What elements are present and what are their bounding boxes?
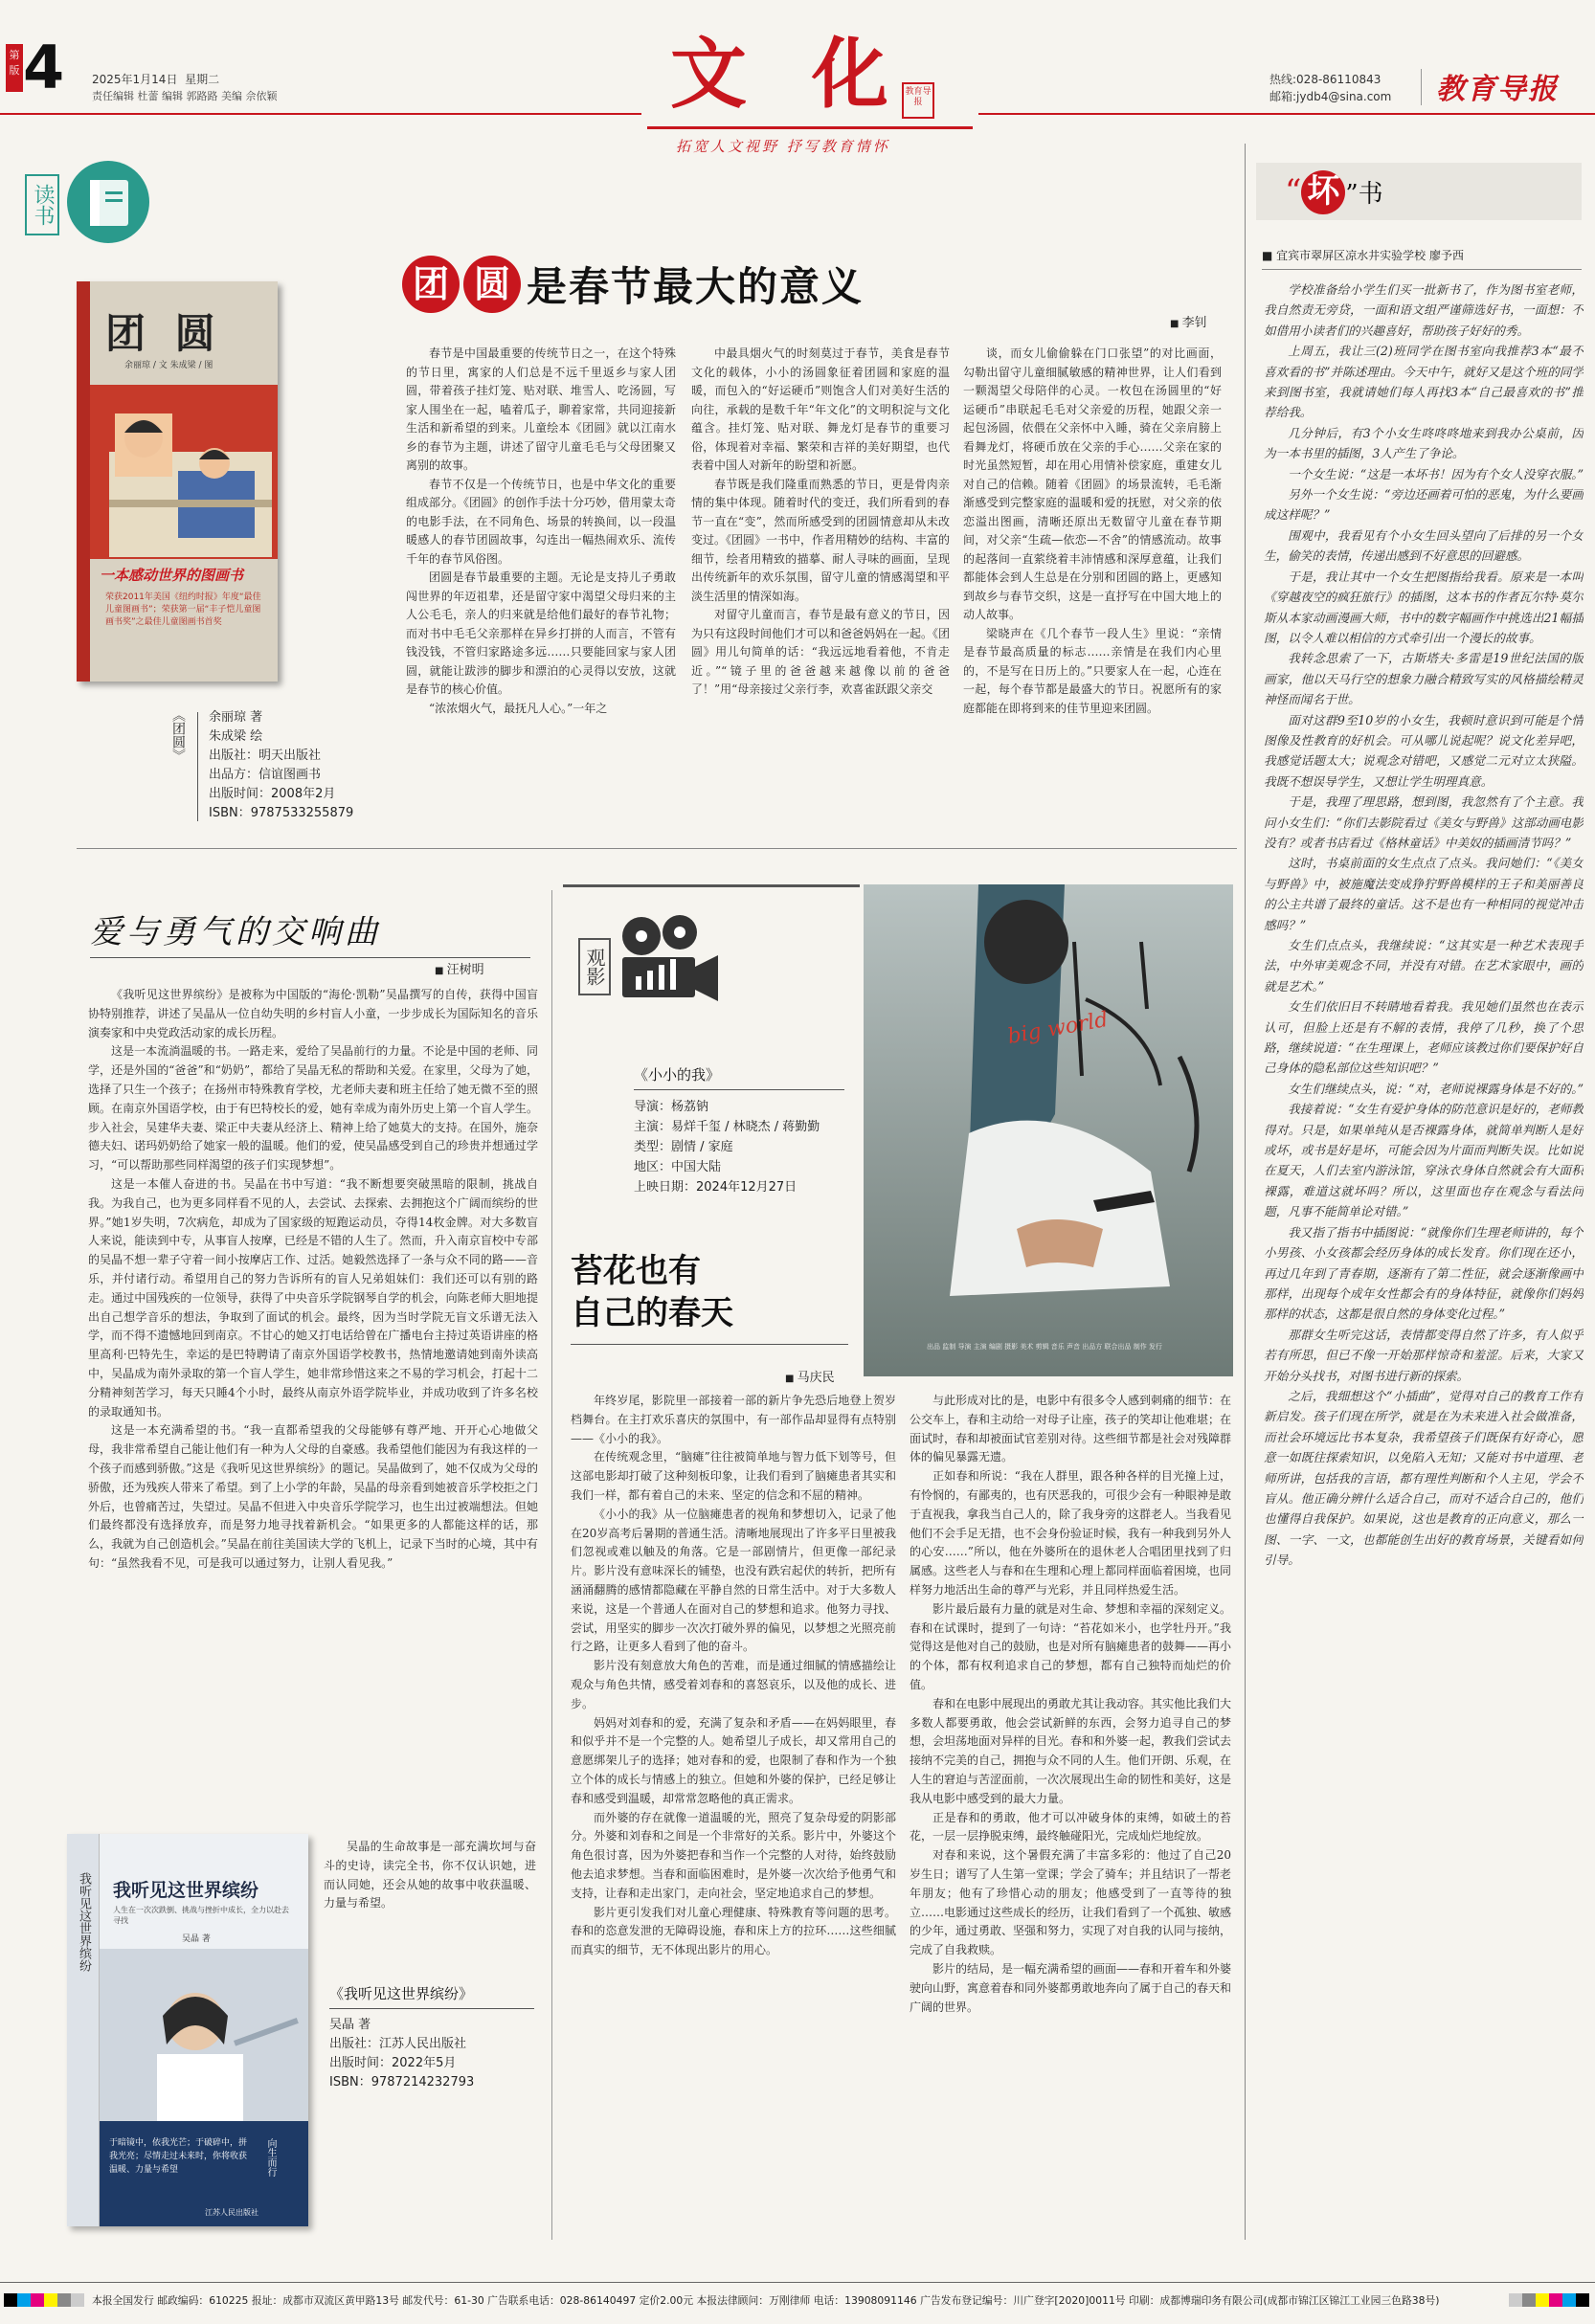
paragraph: 那群女生听完这话，表情都变得自然了许多，有人似乎若有所思，但已不像一开始那样惊奇和羞涩。后来，大家又开始分头找书，对图书进行新的探索。 [1264,1327,1584,1383]
section-rule [77,848,1237,849]
paragraph: 我转念思索了一下，古斯塔夫·多雷是19世纪法国的版画家，他以天马行空的想象力融合精致写实的风格描绘精灵神怪而闻名于世。 [1264,651,1584,707]
paragraph: 吴晶的生命故事是一部充满坎坷与奋斗的史诗，读完全书，你不仅认识她，进而认同她，还会从她的故事中收获温暖、力量与希望。 [324,1840,536,1911]
poster-text: big world [1005,1007,1111,1050]
side-title-right: ”书 [1345,180,1383,209]
article2-body [88,986,538,1828]
paragraph: 一个女生说：“这是一本坏书！因为有个女人没穿衣服。” [1288,466,1584,481]
paragraph: 这是一本流淌温暖的书。一路走来，爱给了吴晶前行的力量。不论是中国的老师、同学，还是外国的“爸爸”和“奶奶”，都给了吴晶无私的帮助和关爱。在家里，父母为了她，选择了只生一个孩子；在扬州市特殊教育学校，尤老师夫妻和班主任给了她无微不至的照顾。在南京外国语学校，由于有巴特校长的爱，她有幸成为南外历史上第一个盲人学生。步入社会，吴建华夫妻、梁正中夫妻从经济上、精神上给了她莫大的支持。在国外，施奈德夫妇、诺玛奶奶给了她家一般的温暖。他们的爱，使吴晶感受到自己的珍贵并想通过学习，“可以帮助那些同样渴望的孩子们实现梦想”。 [88,1044,538,1173]
paragraph: 于是，我让其中一个女生把图指给我看。原来是一本叫《穿越夜空的疯狂旅行》的插图，这本书的作者瓦尔特·莫尔斯从本家动画漫画大师，书中的数字幅画作中挑选出21幅插图，以令人难以相信的方式牵引出一个漫长的故事。 [1264,569,1584,645]
article2-closing [324,1838,536,1933]
paragraph: 我又指了指书中插图说：“就像你们生理老师讲的，每个小男孩、小女孩都会经历身体的成长发育。你们现在还小，再过几年到了青春期，逐渐有了第二性征，就会逐渐像画中那样，出现每个成年女性都会有的身体特征，就像你们妈妈那样的状态，这都是很自然的身体变化过程。” [1264,1224,1584,1322]
hotline-label: 热线: [1269,73,1297,86]
page-sub: 版 [9,64,20,77]
color-swatch [71,2293,84,2307]
side-title-left: “ [1285,172,1302,211]
cover-author: 吴晶 著 [182,1934,211,1944]
book1-info-line: ISBN：9787533255879 [209,806,354,820]
cover-spine-text: 我听见这世界缤纷 [77,1872,91,1972]
hotline: 028-86110843 [1296,73,1382,86]
film-article-col2 [910,1392,1231,2244]
slogan: 拓宽人文视野 抒写教育情怀 [676,138,890,155]
film-detail-line: 上映日期：2024年12月27日 [634,1180,798,1195]
film-article-title [571,1250,733,1334]
main-article-col2 [691,345,950,833]
paragraph: 这时，书桌前面的女生点点了点头。我问她们：“《美女与野兽》中，被施魔法变成狰狞野兽模样的王子和美丽善良的公主共谱了最终的童话。这不是也有一种相同的视觉冲击感吗？” [1264,856,1584,932]
paragraph: 《我听见这世界缤纷》是被称为中国版的“海伦·凯勒”吴晶撰写的自传，获得中国盲协特别推荐，讲述了吴晶从一位自幼失明的乡村盲人小童，一步步成长为国际知名的音乐演奏家和中央党政活动家的成长历程。 [88,988,538,1039]
read-badge-label: 读书 [31,184,55,226]
book1-info-line: 出版社：明天出版社 [209,749,322,763]
paragraph: 上周五，我让三(2)班同学在图书室向我推荐3本“最不喜欢看的书”并陈述理由。今天中午，就好又是这个班的同学来到图书室，我就请她们每人再找3本“自己最喜欢的书”推荐给我。 [1264,344,1584,420]
cover-title: 团 圆 [105,310,223,357]
main-article-col1 [406,345,676,833]
paragraph: 于是，我理了理思路，想到图，我忽然有了个主意。我问小女生们：“你们去影院看过《美女与野兽》这部动画电影没有？或者书店看过《格林童话》中美奴的插画清节吗？” [1264,794,1584,850]
title-text: 是春节最大的意义 [527,263,865,310]
paragraph: 春节不仅是一个传统节日，也是中华文化的重要组成部分。《团圆》的创作手法十分巧妙，借用蒙太奇的电影手法，在不同角色、场景的转换间，以一段温暖感人的春节团圆故事，勾连出一幅热闹欢乐、流传千年的春节风俗图。 [406,477,676,566]
paragraph: 学校准备给小学生们买一批新书了，作为图书室老师，我自然责无旁贷，一面和语文组严谨筛选好书，一面想：不如借用小读者们的兴趣喜好，帮助孩子好好的秀。 [1264,282,1584,338]
color-swatch [31,2293,44,2307]
paragraph: 与此形成对比的是，电影中有很多令人感到刺痛的细节：在公交车上，春和主动给一对母子让座，孩子的笑却让他难堪；在面试时，春和却被面试官差别对待。这些细节都是社会对残障群体的偏见暴露无遗。 [910,1394,1231,1464]
seal-text: 教育导报 [905,87,932,107]
color-swatch [17,2293,31,2307]
page-number-badge [6,44,23,92]
book-cover-world [67,1834,308,2226]
page-label: 第 [9,49,20,61]
film-title-line-2: 自己的春天 [571,1294,733,1332]
film-camera-icon [613,909,728,1015]
paragraph: 团圆是春节最重要的主题。无论是支持儿子勇敢闯世界的年迈祖辈，还是留守家中渴望父母归来的主人公毛毛，亲人的归来就是给他们最好的春节礼物；而对书中毛毛父亲那样在异乡打拼的人而言，不管有钱没钱，不管归家路途多远……只要能回家与家人团圆，就能让跋涉的脚步和漂泊的心灵得以安放，这就是春节的核心价值。 [406,570,676,696]
sidebar-divider [1245,144,1246,2240]
main-article-title [402,253,864,316]
cover-photo [100,1949,308,2121]
paragraph: 这是一本催人奋进的书。吴晶在书中写道：“我不断想要突破黑暗的限制，挑战自我。为我自己，也为更多同样看不见的人，去尝试、去探索、去拥抱这个广阔而缤纷的世界。”她1岁失明，7次病危，却成为了国家级的短跑运动员，夺得14枚金牌。对大多数盲人来说，能读到中专，从事盲人按摩，已经是不错的人生了。然而，升入南京盲校中专部的吴晶不想一辈子守着一间小按摩店工作、过活。她毅然选择了一条与众不同的路——音乐，并付诸行动。希望用自己的努力告诉所有的盲人兄弟姐妹们：我们还可以有别的路走。通过中国残疾的一位领导，获得了中央音乐学院钢琴自学的机会，向陈老师大胆地提出自己想学音乐的想法，争取到了面试的机会。最终，因为当时学院无盲文乐谱无法入学，而不得不遗憾地回到南京。不甘心的她又打电话给曾在广播电台主持过英语讲座的格里高利·巴特先生，幸运的是巴特聘请了南京外国语学校教书，热情地邀请她到南外读高中，吴晶成为南外录取的第一个盲人学生，她非常珍惜这来之不易的学习机会，打起十二分精神刻苦学习，每天只睡4个小时，最终从南京外语学院毕业，并成功收到了许多名校的录取通知书。 [88,1176,538,1419]
film-article-col1 [571,1392,896,2244]
editors: 责任编辑 杜蕾 编辑 郭路路 美编 佘依颖 [92,90,278,102]
article2-title: 爱与勇气的交响曲 [90,913,381,951]
film-author: ■ 马庆民 [785,1367,835,1385]
color-swatch [1549,2293,1562,2307]
book-cover-tuanyuan [77,281,278,682]
side-title [1285,170,1383,215]
paragraph: 春节既是我们隆重而熟悉的节日，更是骨肉亲情的集中体现。随着时代的变迁，我们所看到的春节一直在“变”，然而所感受到的团圆情意却从未改变过。《团圆》一书中，作者用精妙的结构、丰富的细节，绘者用精致的描摹、耐人寻味的画面，呈现出传统新年的欢乐氛围，留守儿童的情感渴望和平淡生活里的情深如海。 [691,477,950,603]
paragraph: 对春和来说，这个暑假充满了丰富多彩的：他过了自己20岁生日；谱写了人生第一堂课；学会了骑车；并且结识了一帮老年朋友；他有了珍惜心动的朋友；他感受到了一直等待的独立……电影通过这些成长的经历，让我们看到了一个孤独、敏感的少年，通过勇敢、坚强和努力，实现了对自我的认同与接纳，完成了自我救赎。 [910,1848,1231,1957]
section-underline [647,126,973,129]
book1-info-line: 朱成梁 绘 [209,729,263,744]
contact [1269,71,1391,105]
paragraph: 影片最后最有力量的就是对生命、梦想和幸福的深刻定义。春和在试课时，提到了一句诗：“苔花如米小，也学牡丹开。”我觉得这是他对自己的鼓励，也是对所有脑瘫患者的鼓舞——再小的个体，都有权利追求自己的梦想，都有自己独特而灿烂的价值。 [910,1601,1231,1691]
masthead: 教育导报 [1436,73,1559,106]
cover-authors: 余丽琼 / 文 朱成梁 / 图 [124,361,213,370]
book2-info-line: ISBN：9787214232793 [329,2075,475,2089]
paragraph: 这是一本充满希望的书。“我一直都希望我的父母能够有尊严地、开开心心地做父母，我非常希望自己能让他们有一种为人父母的自豪感。我希望他们能因为有我这样的一个孩子而感到骄傲。”这是《我听见这世界缤纷》的题记。吴晶做到了，她不仅成为父母的骄傲，还为残疾人带来了希望。到了上小学的年龄，吴晶的母亲看到她被音乐学校拒之门外后，也曾痛苦过，失望过。吴晶不但进入中央音乐学院学习，也生出过被端想法。但她们最终都没有选择放弃，而是努力地寻找着新机会。“如果更多的人都能这样的话，那么，我就为自己创造机会。”吴晶在前往美国读大学的飞机上，记录下当时的心境，其中有句：“虽然我看不见，可是我可以通过努力，让别人看见我。” [88,1423,538,1570]
film-title-line-1: 苔花也有 [571,1252,701,1290]
color-bar-right [1509,2293,1589,2307]
paragraph: 影片更引发我们对儿童心理健康、特殊教育等问题的思考。春和的恣意发泄的无障碍设施，春和床上方的拉环……这些细腻而真实的细节，无不体现出影片的用心。 [571,1905,896,1957]
paragraph: 在传统观念里，“脑瘫”往往被简单地与智力低下划等号，但这部电影却打破了这种刻板印象，让我们看到了脑瘫患者其实和我们一样，都有着自己的未来、坚定的信念和不屈的精神。 [571,1450,896,1502]
side-title-char: 坏 [1301,170,1345,214]
book2-info-line: 出版社：江苏人民出版社 [329,2037,467,2051]
paragraph: 妈妈对刘春和的爱，充满了复杂和矛盾——在妈妈眼里，春和似乎并不是一个完整的人。她希望儿子成长，却又常用自己的意愿绑架儿子的选择；她对春和的爱，也限制了春和作为一个独立个体的成长与情感上的独立。但她和外婆的保护，已经足够让春和感受到温暖，却常常忽略他的真正需求。 [571,1715,896,1805]
weekday: 星期二 [185,73,220,86]
paragraph: 年终岁尾，影院里一部接着一部的新片争先恐后地登上贺岁档舞台。在主打欢乐喜庆的氛围中，有一部作品却显得有点特别——《小小的我》。 [571,1394,896,1445]
side-title-box [1256,163,1582,220]
color-swatch [1576,2293,1589,2307]
article2-author: ■ 汪树明 [435,959,484,977]
poster-cast: 出品 监制 导演 主演 编剧 摄影 美术 剪辑 音乐 声音 出品方 联合出品 制作 发行 [927,1343,1162,1351]
film-detail-line: 地区：中国大陆 [634,1160,722,1174]
film-title: 《小小的我》 [634,1066,721,1084]
header-rule-left [0,113,641,115]
issue-date [92,71,219,87]
cover-note: 荣获2011年美国《纽约时报》年度“最佳儿童图画书”；荣获第一届“丰子恺儿童图画书奖”之最佳儿童图画书首奖 [105,592,261,627]
email: jydb4@sina.com [1296,90,1392,103]
paragraph: 另外一个女生说：“旁边还画着可怕的恶鬼，为什么要画成这样呢？” [1264,487,1584,523]
color-swatch [57,2293,71,2307]
book1-info-line: 出版时间：2008年2月 [209,787,336,801]
book2-info-title: 《我听见这世界缤纷》 [329,1985,474,2002]
section-seal [902,82,934,119]
film-badge [578,938,611,995]
main-article-author: ■ 李钊 [1170,312,1207,330]
cover-spine [77,281,90,682]
film-badge-label: 观影 [583,948,606,986]
title-circle-1: 团 [402,256,460,313]
side-author-line [1262,247,1582,270]
book1-divider [197,712,198,821]
book1-info-line: 出品方：信谊图画书 [209,768,322,782]
paragraph: 谈，而女儿偷偷躲在门口张望”的对比画面，勾勒出留守儿童细腻敏感的精神世界，让人们看到一颗渴望父母陪伴的心灵。一枚包在汤圆里的“好运硬币”串联起毛毛对父亲爱的历程，她跟父亲一起包汤圆，依偎在父亲怀中入睡，骑在父亲肩膀上看舞龙灯，将硬币放在父亲的手心……父亲在家的时光虽然短暂，却在用心用情补偿家庭，重建女儿对自己的信赖。随着《团圆》的场景流转，毛毛渐渐感受到完整家庭的温暖和爱的抚慰，对父亲的依恋溢出图画，清晰还原出无数留守儿童在春节期间，对父亲“生疏—依恋—不舍”的情感流动。故事的起落间一直萦绕着丰沛情感和深厚意蕴，让我们都能体会到人生总是在分别和团圆的路上，更感知到故乡与春节交织，这是一直抒写在中国大地上的动人故事。 [963,346,1222,621]
paragraph: “浓浓烟火气，最抚凡人心。”一年之 [429,701,608,715]
book2-info-rule [329,2008,534,2009]
film-title-rule [634,1089,844,1090]
cover-quote: 于暗镜中，依我光芒；于破碎中，拼我光亮；尽情走过未来时，你将收获温暖、力量与希望 [109,2138,248,2175]
cover-publisher: 江苏人民出版社 [205,2208,258,2217]
paragraph: 女生们依旧目不转睛地看着我。我见她们虽然也在表示认可，但脸上还是有不解的表情，我停了几秒，换了个思路，继续说道：“在生理课上，老师应该教过你们要保护好自己身体的隐私部位这些知识吧？” [1264,999,1584,1076]
paragraph: 我接着说：“女生有爱护身体的防范意识是好的，老师教得对。只是，如果单纯从是否裸露身体，就简单判断人是好或坏，或书是好是坏，可能会因为片面而判断失误。比如说在夏天，人们去室内游泳馆，穿泳衣身体自然就会有大面积裸露，难道这就坏吗？所以，这里面也存在观念与看法问题，凡事不能简单论对错。” [1264,1102,1584,1219]
cover-band: 一本感动世界的图画书 [100,567,244,584]
film-detail-line: 导演：杨荔钠 [634,1100,709,1114]
color-swatch [44,2293,57,2307]
paragraph: 《小小的我》从一位脑瘫患者的视角和梦想切入，记录了他在20岁高考后暑期的普通生活。清晰地展现出了许多平日里被我们忽视或难以触及的角落。它是一部剧情片，但更像一部纪录片。影片没有意味深长的铺垫，也没有跌宕起伏的转折，把所有涵涌翻腾的感情都隐藏在平静自然的日常生活中。对于大多数人来说，这是一个普通人在面对自己的梦想和追求。他努力寻找、尝试，用坚实的脚步一次次打破外界的偏见，以梦想之光照亮前行之路，让更多人看到了他的奋斗。 [571,1507,896,1654]
cover-title: 我听见这世界缤纷 [113,1880,259,1901]
color-swatch [1522,2293,1536,2307]
book2-info-line: 吴晶 著 [329,2018,371,2032]
date: 2025年1月14日 [92,73,178,86]
side-author-marker: ■ [1262,249,1277,262]
color-swatch [1509,2293,1522,2307]
film-details [634,1097,864,1197]
footer-text: 本报全国发行 邮政编码：610225 报址：成都市双流区黄甲路13号 邮发代号：61-30 广告联系电话：028-86140497 定价2.00元 本报法律顾问：万刚律师 电话：13908091146 广告发布登记编号：川广登字[2020]0011号 印刷：成都博瑞印务有限公司(成都市锦江区锦江工业园三色路38号) [92,2294,1440,2307]
paragraph: 之后，我细想这个“小插曲”，觉得对自己的教育工作有新启发。孩子们现在所学，就是在为未来进入社会做准备，而社会环境远比书本复杂，我希望孩子们既保有好奇心，愿意一如既往探索知识，以免陷入无知；又能对书中道理、老师所讲，包括我的言语，都有理性判断和个人主见，学会不盲从。他正确分辨什么适合自己，而对不适合自己的，他们也懂得自我保护。如果说，这也是教育的正向意义，那么一图、一字、一文，也都能创生出好的教育场景，关键看如何引导。 [1264,1388,1584,1568]
page-number: 4 [23,33,65,102]
cover-sub: 人生在一次次跌倒、挑战与挫折中成长，全力以赴去寻找 [113,1906,289,1925]
paragraph: 春节是中国最重要的传统节日之一，在这个特殊的节日里，寓家的人们总是不远千里返乡与家人团圆，带着孩子挂灯笼、贴对联、堆雪人、吃汤圆，写家人围坐在一起，嗑着瓜子，聊着家常，共同迎接新生活和新希望的到来。儿童绘本《团圆》就以江南水乡的春节为主题，讲述了留守儿童毛毛与父母团聚又离别的故事。 [406,346,676,472]
paragraph: 梁晓声在《几个春节一段人生》里说：“亲情是春节最高质量的标志……亲情是在我们内心里的，不是写在日历上的。”只要家人在一起，心连在一起，每个春节都是最盛大的节日。祝愿所有的家庭都能在即将到来的佳节里迎来团圆。 [963,626,1222,715]
color-bar-left [4,2293,84,2307]
book1-info [209,708,419,823]
film-detail-line: 主演：易烊千玺 / 林晓杰 / 蒋勤勤 [634,1120,820,1134]
column-divider [551,890,552,2240]
paragraph: 中最具烟火气的时刻莫过于春节，美食是春节文化的载体，小小的汤圆象征着团圆和家庭的温暖，而包入的“好运硬币”则饱含人们对美好生活的向往，承载的是数千年“年文化”的文明积淀与文化蕴含。挂灯笼、贴对联、舞龙灯是春节的重要习俗，体现着对幸福、繁荣和吉祥的美好期望，也代表着中国人对新年的盼望和祈愿。 [691,346,950,472]
paragraph: 对留守儿童而言，春节是最有意义的节日，因为只有这段时间他们才可以和爸爸妈妈在一起。《团圆》用儿句简单的话：“我远远地看着他，不肯走近。”“镜子里的爸爸越来越像以前的爸爸了！”用“母亲接过父亲行李，欢喜雀跃跟父亲交 [691,608,950,696]
main-article-col3 [963,345,1222,833]
email-label: 邮箱: [1269,90,1297,103]
paragraph: 影片没有刻意放大角色的苦难，而是通过细腻的情感描绘让观众与角色共情，感受着刘春和的喜怒哀乐，以及他的成长、进步。 [571,1659,896,1710]
paragraph: 女生们继续点头，说：“对，老师说裸露身体是不好的。” [1288,1081,1584,1096]
film-poster [864,884,1233,1376]
color-swatch [4,2293,17,2307]
paragraph: 正是春和的勇敢，他才可以冲破身体的束缚，如破土的苔花，一层一层挣脱束缚，最终触碰阳光，完成灿烂地绽放。 [910,1810,1231,1844]
book2-info-line: 出版时间：2022年5月 [329,2056,457,2070]
footer-rule [0,2282,1595,2283]
color-swatch [1536,2293,1549,2307]
section-title: 文 化 [670,29,908,119]
header-divider [1421,69,1422,105]
paragraph: 围观中，我看见有个小女生回头望向了后排的另一个女生，偷笑的表情，传递出感到不好意思的回避感。 [1264,527,1584,564]
paragraph: 春和在电影中展现出的勇敢尤其让我动容。其实他比我们大多数人都要勇敢，他会尝试新鲜的东西，会努力追寻自己的梦想，会坦荡地面对异样的目光。春和和外婆一起，教我们尝试去接纳不完美的自己，拥抱与众不同的人生。他们开朗、乐观，在人生的窘迫与苦涩面前，一次次展现出生命的韧性和美好，这是我从电影中感受到的最大力量。 [910,1696,1231,1805]
paragraph: 而外婆的存在就像一道温暖的光，照亮了复杂母爱的阴影部分。外婆和刘春和之间是一个非常好的关系。影片中，外婆这个角色很讨喜，因为外婆把春和当作一个完整的人对待，始终鼓励他去追求梦想。当春和面临困难时，是外婆一次次给予他勇气和支持，让春和走出家门，走向社会，坚定地追求自己的梦想。 [571,1810,896,1900]
book1-spine-label: 《团圆》 [170,708,186,762]
side-author: 宜宾市翠屏区凉水井实验学校 廖予西 [1276,249,1464,262]
side-body [1264,279,1584,2242]
book1-info-line: 余丽琼 著 [209,710,263,725]
film-detail-line: 类型：剧情 / 家庭 [634,1140,733,1154]
paragraph: 面对这群9至10岁的小女生，我顿时意识到可能是个情图像及性教育的好机会。可从哪儿说起呢？说文化差异吧，我感觉话题太大；说观念对错吧，又感觉二元对立太狭隘。我既不想误导学生，又想让学生明理真意。 [1264,712,1584,789]
header-rule-right [978,113,1595,115]
book2-info [329,2016,540,2092]
paragraph: 影片的结局，是一幅充满希望的画面——春和开着车和外婆驶向山野，寓意着春和同外婆都勇敢地奔向了属于自己的春天和广阔的世界。 [910,1961,1231,2014]
cover-bottom [100,2121,308,2226]
color-swatch [1562,2293,1576,2307]
cover-badge: 向生而行 [265,2138,276,2177]
paragraph: 女生们点点头，我继续说：“这其实是一种艺术表现手法，中外审美观念不同，并没有对错。在艺术家眼中，画的就是艺术。” [1264,938,1584,994]
cover-illustration [90,385,278,559]
read-badge [25,174,59,235]
article2-title-rule [90,957,530,958]
paragraph: 几分钟后，有3个小女生咚咚咚地来到我办公桌前，因为一本书里的插图，3人产生了争论。 [1264,425,1584,461]
book-icon [67,161,149,243]
paragraph: 正如春和所说：“我在人群里，跟各种各样的目光撞上过，有怜悯的，有鄙夷的，也有厌恶我的，可很少会有一种眼神是敢于直视我，拿我当自己人的，除了我身旁的这群老人。当我看见他们不会手足无措，也不会身份验证时候，我有一种我到另外人的心安……”所以，他在外婆所在的退休老人合唱团里找到了归属感。这些老人与春和在生理和心理上都同样面临着困境，也同样努力地活出生命的尊严与光彩，并且同样热爱生活。 [910,1469,1231,1597]
title-circle-2: 圆 [463,256,521,313]
film-title-rule-2 [571,1344,848,1345]
